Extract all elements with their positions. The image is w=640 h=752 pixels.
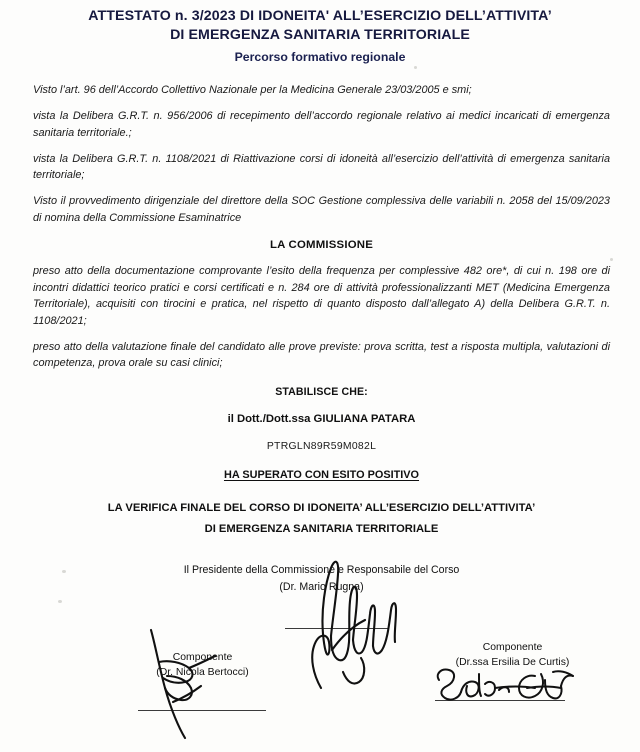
member-right-signature-block: [415, 640, 610, 671]
president-signature-block: [33, 562, 610, 596]
document-subtitle: Percorso formativo regionale: [234, 50, 406, 64]
member-right-role: Componente: [482, 641, 543, 653]
paper-speck: [610, 258, 613, 261]
paper-speck: [414, 66, 417, 69]
member-right-signature-line: [435, 700, 565, 701]
commission-paragraph-2: preso atto della valutazione finale del candidato alle prove previste: prova scritta, test a risposta multipla, valutazioni di competenza, prova orale su casi clinici;: [33, 340, 610, 369]
preamble-paragraph-1: Visto l’art. 96 dell’Accordo Collettivo Nazionale per la Medicina Generale 23/03/2005 e smi;: [33, 84, 472, 96]
commission-heading: LA COMMISSIONE: [270, 239, 373, 251]
preamble-paragraph-2: vista la Delibera G.R.T. n. 956/2006 di recepimento dell’accordo regionale relativo ai medici incaricati di emergenza sanitaria territoriale.;: [33, 110, 610, 139]
commission-paragraph-1: preso atto della documentazione comprovante l’esito della frequenza per complessive 482 ore*, di cui n. 198 ore di incontri didattici teorico pratici e corsi certificati e n. 284 ore di attività professionalizzanti MET (Medicina Emergenza Territoriale), acquisiti con tirocini e pratica, nel rispetto di quanto disposto dall’allegato A) della Delibera G.R.T. n. 1108/2021;: [33, 265, 610, 327]
final-line-2: DI EMERGENZA SANITARIA TERRITORIALE: [204, 522, 439, 535]
final-line-1: LA VERIFICA FINALE DEL CORSO DI IDONEITA’ ALL’ESERCIZIO DELL’ATTIVITA’: [107, 501, 536, 514]
fiscal-code: PTRGLN89R59M082L: [266, 440, 377, 452]
title-line-2: DI EMERGENZA SANITARIA TERRITORIALE: [170, 27, 470, 43]
candidate-name: il Dott./Dott.ssa GIULIANA PATARA: [227, 412, 416, 425]
document-body: [0, 82, 640, 752]
member-right-name: (Dr.ssa Ersilia De Curtis): [455, 657, 570, 668]
page-title: [0, 0, 640, 65]
final-statement: [33, 498, 610, 540]
member-left-role: Componente: [172, 651, 233, 663]
president-role: Il Presidente della Commissione e Responsabile del Corso: [183, 563, 460, 576]
president-signature-line: [285, 628, 389, 629]
passed-statement: [33, 469, 610, 481]
member-left-signature-block: [105, 650, 300, 681]
title-line-1: ATTESTATO n. 3/2023 DI IDONEITA' ALL’ESERCIZIO DELL’ATTIVITA’: [88, 8, 552, 24]
establishes-heading: STABILISCE CHE:: [275, 385, 368, 398]
signature-area: [33, 562, 610, 752]
member-left-signature-line: [138, 710, 266, 711]
president-name: (Dr. Mario Rugna): [279, 580, 364, 593]
preamble-paragraph-3: vista la Delibera G.R.T. n. 1108/2021 di Riattivazione corsi di idoneità all’esercizio dell’attività di emergenza sanitaria territoriale;: [33, 152, 610, 181]
passed-statement-text: HA SUPERATO CON ESITO POSITIVO: [223, 468, 420, 481]
preamble-paragraph-4: Visto il provvedimento dirigenziale del direttore della SOC Gestione complessiva delle variabili n. 2058 del 15/09/2023 di nomina della Commissione Esaminatrice: [33, 195, 610, 224]
member-left-name: (Dr. Nicola Bertocci): [156, 667, 249, 678]
